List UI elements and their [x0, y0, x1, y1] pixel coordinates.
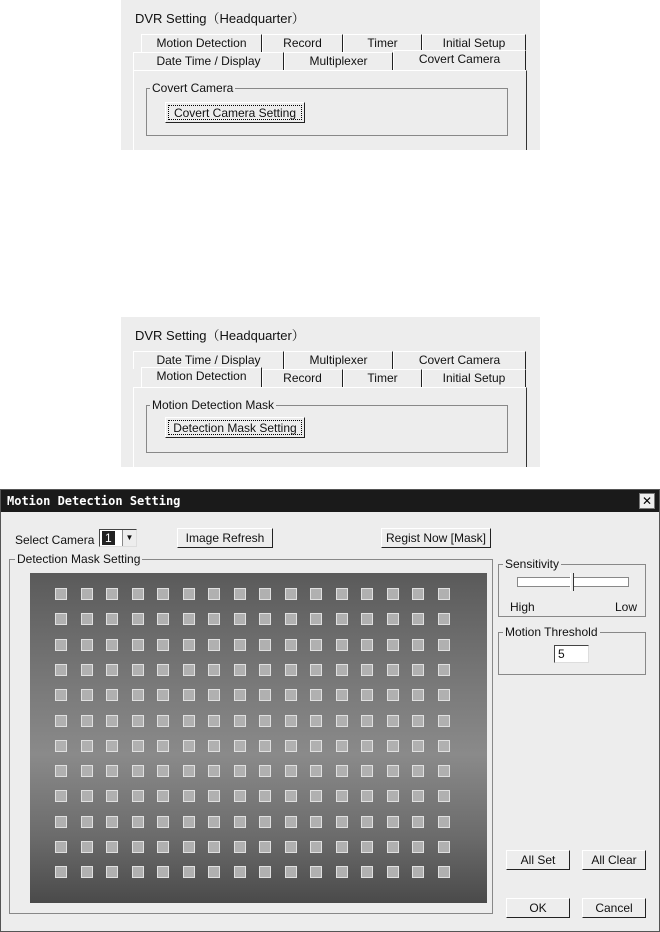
mask-cell[interactable]	[234, 841, 246, 853]
mask-cell[interactable]	[55, 613, 67, 625]
mask-cell[interactable]	[183, 790, 195, 802]
mask-cell[interactable]	[310, 765, 322, 777]
mask-cell[interactable]	[208, 689, 220, 701]
mask-cell[interactable]	[183, 816, 195, 828]
mask-cell[interactable]	[336, 866, 348, 878]
mask-cell[interactable]	[361, 613, 373, 625]
mask-cell[interactable]	[285, 790, 297, 802]
mask-cell[interactable]	[55, 866, 67, 878]
dialog-title: Motion Detection Setting	[7, 494, 181, 508]
mask-cell[interactable]	[55, 816, 67, 828]
mask-cell[interactable]	[234, 790, 246, 802]
mask-cell[interactable]	[259, 639, 271, 651]
mask-cell[interactable]	[336, 790, 348, 802]
mask-cell[interactable]	[438, 613, 450, 625]
mask-cell[interactable]	[336, 588, 348, 600]
mask-cell[interactable]	[438, 689, 450, 701]
motion-detection-setting-dialog	[0, 489, 660, 932]
mask-cell[interactable]	[208, 588, 220, 600]
mask-cell[interactable]	[285, 613, 297, 625]
mask-cell[interactable]	[81, 765, 93, 777]
panel-title: DVR Setting（Headquarter）	[135, 328, 305, 343]
mask-cell[interactable]	[183, 664, 195, 676]
all-set-button[interactable]: All Set	[506, 850, 570, 870]
mask-cell[interactable]	[259, 588, 271, 600]
mask-cell[interactable]	[55, 790, 67, 802]
tab-initial-setup[interactable]: Initial Setup	[422, 34, 526, 52]
mask-cell[interactable]	[438, 816, 450, 828]
mask-cell[interactable]	[132, 613, 144, 625]
mask-cell[interactable]	[412, 866, 424, 878]
mask-cell[interactable]	[183, 765, 195, 777]
mask-cell[interactable]	[336, 639, 348, 651]
mask-cell[interactable]	[81, 639, 93, 651]
mask-cell[interactable]	[387, 689, 399, 701]
mask-cell[interactable]	[81, 866, 93, 878]
mask-cell[interactable]	[336, 841, 348, 853]
mask-cell[interactable]	[336, 765, 348, 777]
mask-cell[interactable]	[285, 639, 297, 651]
tab-record[interactable]: Record	[262, 369, 343, 387]
mask-cell[interactable]	[336, 715, 348, 727]
tab-date-time-display[interactable]: Date Time / Display	[133, 351, 284, 369]
mask-cell[interactable]	[259, 765, 271, 777]
mask-cell[interactable]	[157, 841, 169, 853]
ok-button[interactable]: OK	[506, 898, 570, 918]
mask-cell[interactable]	[157, 588, 169, 600]
mask-cell[interactable]	[183, 613, 195, 625]
mask-cell[interactable]	[183, 689, 195, 701]
mask-cell[interactable]	[81, 816, 93, 828]
mask-cell[interactable]	[81, 790, 93, 802]
mask-cell[interactable]	[310, 664, 322, 676]
mask-cell[interactable]	[412, 613, 424, 625]
mask-cell[interactable]	[361, 740, 373, 752]
mask-cell[interactable]	[387, 740, 399, 752]
tab-covert-camera[interactable]: Covert Camera	[393, 351, 526, 369]
mask-cell[interactable]	[132, 816, 144, 828]
mask-cell[interactable]	[106, 639, 118, 651]
mask-cell[interactable]	[387, 841, 399, 853]
mask-cell[interactable]	[310, 689, 322, 701]
mask-cell[interactable]	[259, 866, 271, 878]
mask-cell[interactable]	[55, 639, 67, 651]
mask-cell[interactable]	[132, 715, 144, 727]
cancel-button[interactable]: Cancel	[582, 898, 646, 918]
motion-detection-mask-group-label: Motion Detection Mask	[152, 398, 275, 412]
mask-cell[interactable]	[157, 689, 169, 701]
mask-cell[interactable]	[387, 639, 399, 651]
mask-cell[interactable]	[208, 790, 220, 802]
mask-cell[interactable]	[387, 765, 399, 777]
mask-cell[interactable]	[285, 689, 297, 701]
select-camera-value: 1	[102, 531, 115, 545]
mask-cell[interactable]	[234, 740, 246, 752]
sensitivity-label: Sensitivity	[505, 557, 560, 571]
mask-cell[interactable]	[234, 613, 246, 625]
mask-cell[interactable]	[132, 841, 144, 853]
mask-cell[interactable]	[132, 588, 144, 600]
mask-cell[interactable]	[234, 689, 246, 701]
covert-camera-setting-button[interactable]: Covert Camera Setting	[165, 102, 305, 123]
mask-cell[interactable]	[55, 740, 67, 752]
mask-cell[interactable]	[106, 689, 118, 701]
mask-cell[interactable]	[310, 588, 322, 600]
dvr-setting-panel-motion	[121, 317, 540, 467]
motion-threshold-input[interactable]: 5	[554, 645, 589, 663]
mask-cell[interactable]	[106, 588, 118, 600]
mask-cell[interactable]	[361, 765, 373, 777]
tab-multiplexer[interactable]: Multiplexer	[284, 351, 393, 369]
mask-cell[interactable]	[412, 715, 424, 727]
mask-cell[interactable]	[336, 664, 348, 676]
mask-cell[interactable]	[361, 588, 373, 600]
mask-cell[interactable]	[412, 740, 424, 752]
mask-cell[interactable]	[132, 664, 144, 676]
mask-cell[interactable]	[234, 639, 246, 651]
mask-cell[interactable]	[183, 588, 195, 600]
mask-cell[interactable]	[412, 664, 424, 676]
mask-cell[interactable]	[259, 715, 271, 727]
mask-cell[interactable]	[208, 639, 220, 651]
mask-cell[interactable]	[132, 765, 144, 777]
mask-cell[interactable]	[106, 740, 118, 752]
sensitivity-low-label: Low	[615, 600, 638, 614]
mask-cell[interactable]	[106, 613, 118, 625]
mask-cell[interactable]	[361, 689, 373, 701]
mask-cell[interactable]	[106, 715, 118, 727]
mask-cell[interactable]	[336, 689, 348, 701]
mask-cell[interactable]	[387, 790, 399, 802]
motion-threshold-label: Motion Threshold	[505, 625, 598, 639]
tab-timer[interactable]: Timer	[343, 34, 422, 52]
mask-cell[interactable]	[361, 664, 373, 676]
mask-cell[interactable]	[310, 613, 322, 625]
mask-cell[interactable]	[285, 588, 297, 600]
mask-cell[interactable]	[310, 715, 322, 727]
regist-now-mask-button[interactable]: Regist Now [Mask]	[381, 528, 491, 548]
mask-cell[interactable]	[387, 866, 399, 878]
tab-record[interactable]: Record	[262, 34, 343, 52]
camera-image-mask-grid[interactable]	[30, 573, 487, 903]
mask-cell[interactable]	[438, 866, 450, 878]
mask-cell[interactable]	[157, 664, 169, 676]
mask-cell[interactable]	[412, 689, 424, 701]
mask-cell[interactable]	[412, 588, 424, 600]
mask-cell[interactable]	[183, 866, 195, 878]
all-clear-button[interactable]: All Clear	[582, 850, 646, 870]
mask-cell[interactable]	[208, 715, 220, 727]
mask-cell[interactable]	[259, 790, 271, 802]
mask-cell[interactable]	[412, 639, 424, 651]
mask-cell[interactable]	[132, 689, 144, 701]
mask-cell[interactable]	[412, 841, 424, 853]
tab-motion-detection[interactable]: Motion Detection	[141, 367, 262, 387]
mask-cell[interactable]	[183, 841, 195, 853]
mask-cell[interactable]	[132, 866, 144, 878]
mask-cell[interactable]	[412, 765, 424, 777]
mask-cell[interactable]	[81, 588, 93, 600]
mask-cell[interactable]	[234, 765, 246, 777]
mask-cell[interactable]	[336, 816, 348, 828]
mask-cell[interactable]	[208, 664, 220, 676]
mask-cell[interactable]	[157, 715, 169, 727]
mask-cell[interactable]	[81, 841, 93, 853]
mask-cell[interactable]	[157, 866, 169, 878]
mask-cell[interactable]	[361, 816, 373, 828]
mask-cell[interactable]	[183, 715, 195, 727]
mask-cell[interactable]	[208, 740, 220, 752]
image-refresh-button[interactable]: Image Refresh	[177, 528, 273, 548]
sensitivity-slider-thumb[interactable]	[570, 573, 574, 591]
select-camera-label: Select Camera	[15, 533, 95, 547]
mask-cell[interactable]	[259, 664, 271, 676]
mask-cell[interactable]	[81, 689, 93, 701]
mask-cell[interactable]	[106, 816, 118, 828]
mask-cell[interactable]	[387, 613, 399, 625]
mask-cell[interactable]	[336, 613, 348, 625]
mask-cell[interactable]	[361, 790, 373, 802]
mask-cell[interactable]	[106, 790, 118, 802]
tab-multiplexer[interactable]: Multiplexer	[284, 52, 393, 70]
mask-cell[interactable]	[55, 664, 67, 676]
mask-cell[interactable]	[285, 841, 297, 853]
mask-cell[interactable]	[157, 790, 169, 802]
mask-cell[interactable]	[106, 765, 118, 777]
mask-cell[interactable]	[81, 613, 93, 625]
mask-cell[interactable]	[132, 639, 144, 651]
mask-cell[interactable]	[208, 866, 220, 878]
mask-cell[interactable]	[183, 740, 195, 752]
mask-cell[interactable]	[310, 790, 322, 802]
tab-initial-setup[interactable]: Initial Setup	[422, 369, 526, 387]
tab-motion-detection[interactable]: Motion Detection	[141, 34, 262, 52]
mask-cell[interactable]	[132, 740, 144, 752]
mask-cell[interactable]	[285, 866, 297, 878]
mask-cell[interactable]	[259, 689, 271, 701]
mask-cell[interactable]	[438, 664, 450, 676]
detection-mask-group-label: Detection Mask Setting	[17, 552, 141, 566]
mask-cell[interactable]	[387, 588, 399, 600]
mask-cell[interactable]	[285, 816, 297, 828]
mask-cell[interactable]	[259, 740, 271, 752]
mask-cell[interactable]	[81, 664, 93, 676]
mask-cell[interactable]	[336, 740, 348, 752]
mask-cell[interactable]	[157, 740, 169, 752]
mask-cell[interactable]	[412, 816, 424, 828]
mask-cell[interactable]	[310, 740, 322, 752]
mask-cell[interactable]	[106, 664, 118, 676]
tab-timer[interactable]: Timer	[343, 369, 422, 387]
mask-cell[interactable]	[132, 790, 144, 802]
mask-cell[interactable]	[361, 866, 373, 878]
mask-cell[interactable]	[361, 639, 373, 651]
mask-cell[interactable]	[387, 816, 399, 828]
mask-cell[interactable]	[55, 588, 67, 600]
mask-cell[interactable]	[438, 841, 450, 853]
mask-cell[interactable]	[106, 866, 118, 878]
chevron-down-icon[interactable]: ▼	[122, 530, 136, 546]
mask-cell[interactable]	[310, 816, 322, 828]
mask-cell[interactable]	[285, 664, 297, 676]
mask-cell[interactable]	[361, 841, 373, 853]
mask-cell[interactable]	[387, 664, 399, 676]
mask-cell[interactable]	[81, 715, 93, 727]
mask-cell[interactable]	[438, 639, 450, 651]
mask-cell[interactable]	[157, 639, 169, 651]
mask-cell[interactable]	[106, 841, 118, 853]
mask-cell[interactable]	[234, 816, 246, 828]
tab-covert-camera[interactable]: Covert Camera	[393, 50, 526, 70]
mask-cell[interactable]	[259, 816, 271, 828]
covert-camera-group-label: Covert Camera	[152, 81, 234, 95]
mask-cell[interactable]	[438, 765, 450, 777]
mask-cell[interactable]	[55, 841, 67, 853]
select-camera-combo[interactable]	[99, 529, 137, 547]
mask-cell[interactable]	[412, 790, 424, 802]
mask-cell[interactable]	[310, 639, 322, 651]
mask-cell[interactable]	[361, 715, 373, 727]
dvr-setting-panel-covert	[121, 0, 540, 150]
mask-cell[interactable]	[285, 740, 297, 752]
mask-cell[interactable]	[157, 816, 169, 828]
mask-cell[interactable]	[157, 765, 169, 777]
mask-cell[interactable]	[81, 740, 93, 752]
mask-cell[interactable]	[234, 866, 246, 878]
mask-cell[interactable]	[234, 588, 246, 600]
mask-cell[interactable]	[310, 841, 322, 853]
mask-cell[interactable]	[310, 866, 322, 878]
mask-cell[interactable]	[259, 613, 271, 625]
mask-cell[interactable]	[208, 765, 220, 777]
tab-date-time-display[interactable]: Date Time / Display	[133, 52, 284, 70]
mask-cell[interactable]	[208, 841, 220, 853]
mask-cell[interactable]	[208, 816, 220, 828]
mask-cell[interactable]	[438, 715, 450, 727]
mask-cell[interactable]	[157, 613, 169, 625]
mask-cell[interactable]	[234, 664, 246, 676]
mask-cell[interactable]	[55, 765, 67, 777]
dialog-titlebar	[1, 490, 659, 512]
mask-cell[interactable]	[208, 613, 220, 625]
mask-cell[interactable]	[285, 715, 297, 727]
detection-mask-setting-button[interactable]: Detection Mask Setting	[165, 417, 305, 438]
mask-cell[interactable]	[438, 588, 450, 600]
mask-cell[interactable]	[55, 689, 67, 701]
mask-cell[interactable]	[387, 715, 399, 727]
mask-cell[interactable]	[438, 790, 450, 802]
mask-cell[interactable]	[285, 765, 297, 777]
mask-cell[interactable]	[183, 639, 195, 651]
panel-title: DVR Setting（Headquarter）	[135, 11, 305, 26]
mask-cell[interactable]	[438, 740, 450, 752]
sensitivity-high-label: High	[510, 600, 535, 614]
mask-cell[interactable]	[234, 715, 246, 727]
mask-cell[interactable]	[259, 841, 271, 853]
close-icon[interactable]: ✕	[639, 493, 655, 509]
mask-cell[interactable]	[55, 715, 67, 727]
